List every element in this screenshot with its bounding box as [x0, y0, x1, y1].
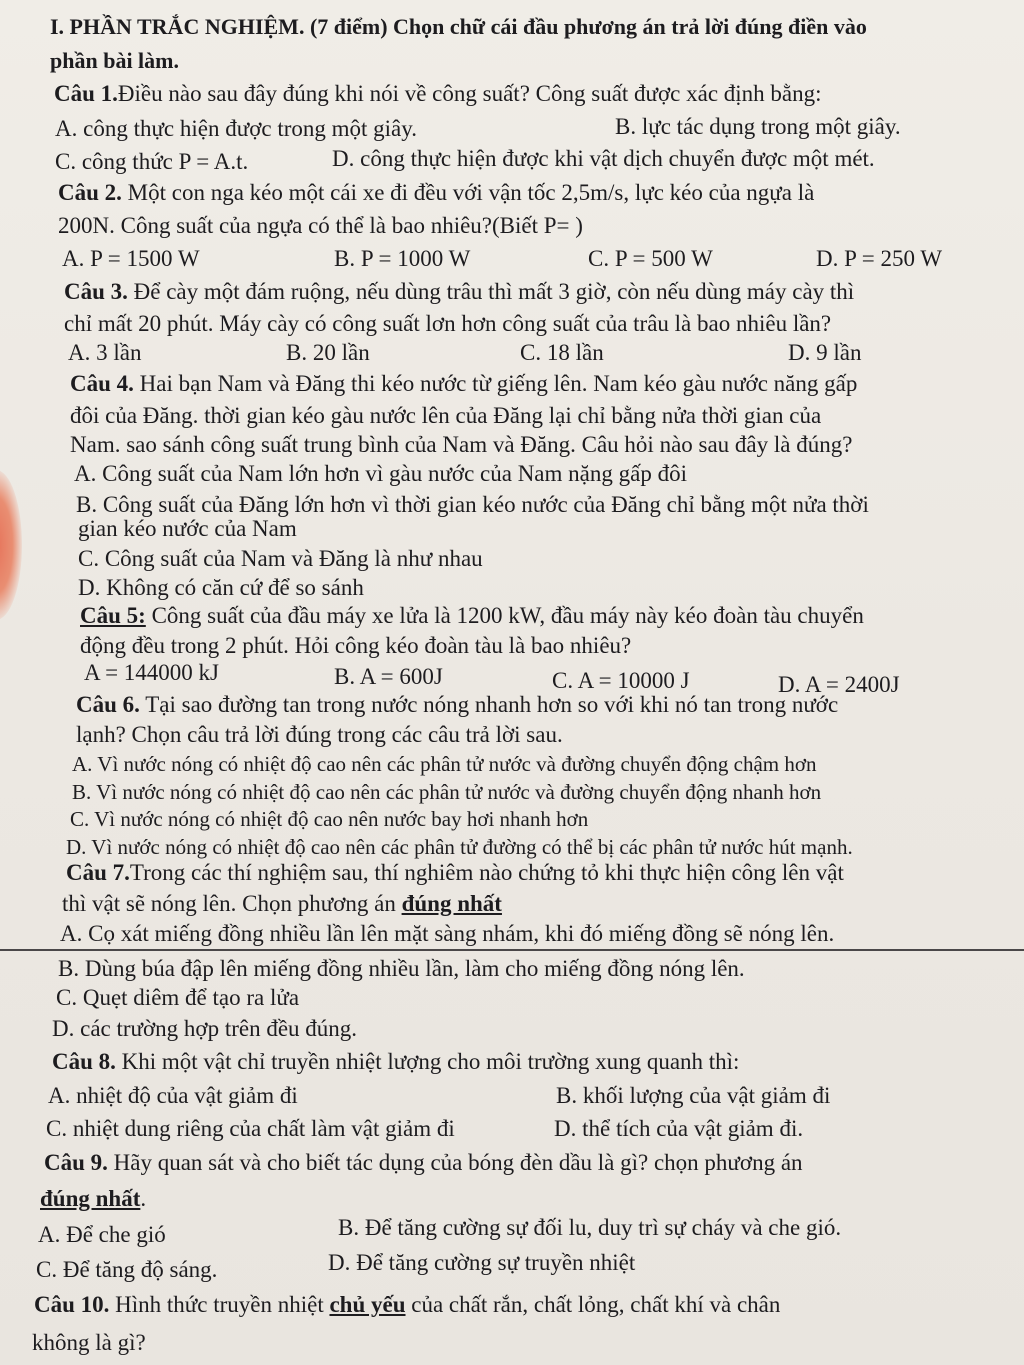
question-7 [66, 860, 844, 886]
q2-option-b: B. P = 1000 W [334, 246, 471, 271]
q9-option-a: A. Để che gió [38, 1222, 166, 1247]
section-heading: I. PHẦN TRẮC NGHIỆM. (7 điểm) Chọn chữ cái đầu phương án trả lời đúng điền vào [50, 14, 867, 39]
question-text: Tại sao đường tan trong nước nóng nhanh hơn so với khi nó tan trong nước [145, 692, 839, 717]
question-4-cont-1: đôi của Đăng. thời gian kéo gàu nước lên của Đăng lại chỉ bằng nửa thời gian của [70, 403, 822, 428]
question-text: . [140, 1186, 147, 1211]
emphasis-text: chủ yếu [329, 1292, 406, 1317]
q3-option-c: C. 18 lần [520, 340, 604, 365]
q6-option-d: D. Vì nước nóng có nhiệt độ cao nên các phân tử đường có thể bị các phân tử nước hút mạnh. [66, 835, 853, 859]
q7-option-a: A. Cọ xát miếng đồng nhiều lần lên mặt sàng nhám, khi đó miếng đồng sẽ nóng lên. [60, 921, 835, 946]
q5-option-b: B. A = 600J [334, 664, 443, 689]
question-label: Câu 2. [58, 180, 122, 205]
q9-option-c: C. Để tăng độ sáng. [36, 1257, 218, 1282]
q2-option-d: D. P = 250 W [816, 246, 943, 271]
question-text: Trong các thí nghiệm sau, thí nghiêm nào chứng tỏ khi thực hiện công lên vật [129, 860, 844, 885]
question-2 [58, 180, 814, 206]
q1-option-d: D. công thực hiện được khi vật dịch chuyển được một mét. [332, 146, 875, 171]
q6-option-b: B. Vì nước nóng có nhiệt độ cao nên các phân tử nước và đường chuyển động nhanh hơn [72, 780, 822, 804]
q5-option-c: C. A = 10000 J [552, 668, 690, 693]
q8-option-d: D. thể tích của vật giảm đi. [554, 1116, 804, 1141]
q4-option-c: C. Công suất của Nam và Đăng là như nhau [78, 546, 483, 571]
question-2-cont: 200N. Công suất của ngựa có thể là bao nhiêu?(Biết P= ) [58, 213, 583, 238]
question-text: Một con nga kéo một cái xe đi đều với vận tốc 2,5m/s, lực kéo của ngựa là [127, 180, 815, 205]
fold-line [0, 949, 1024, 951]
question-text: thì vật sẽ nóng lên. Chọn phương án [62, 891, 402, 916]
question-10 [34, 1292, 780, 1318]
question-6-cont: lạnh? Chọn câu trả lời đúng trong các câu trả lời sau. [76, 722, 563, 747]
q2-option-c: C. P = 500 W [588, 246, 713, 271]
q1-option-c: C. công thức P = A.t. [55, 149, 249, 174]
question-3-cont: chỉ mất 20 phút. Máy cày có công suất lơn hơn công suất của trâu là bao nhiêu lần? [64, 311, 832, 336]
question-label: Câu 1. [54, 81, 118, 106]
q7-option-d: D. các trường hợp trên đều đúng. [52, 1016, 358, 1041]
q2-option-a: A. P = 1500 W [62, 246, 200, 271]
q1-option-b: B. lực tác dụng trong một giây. [615, 114, 901, 139]
question-9 [44, 1150, 803, 1176]
question-text: Công suất của đầu máy xe lửa là 1200 kW, đầu máy này kéo đoàn tàu chuyển [151, 603, 864, 628]
question-4 [70, 371, 857, 397]
question-5-cont: động đều trong 2 phút. Hỏi công kéo đoàn tàu là bao nhiêu? [80, 633, 632, 658]
q1-option-a: A. công thực hiện được trong một giây. [55, 116, 418, 141]
question-text: Hình thức truyền nhiệt [115, 1292, 330, 1317]
question-text: của chất rắn, chất lỏng, chất khí và chân [405, 1292, 781, 1317]
q7-option-c: C. Quẹt diêm để tạo ra lửa [56, 985, 300, 1010]
q8-option-c: C. nhiệt dung riêng của chất làm vật giảm đi [46, 1116, 455, 1141]
question-text: Hãy quan sát và cho biết tác dụng của bóng đèn dầu là gì? chọn phương án [113, 1150, 803, 1175]
question-label: Câu 10. [34, 1292, 110, 1317]
question-4-cont-2: Nam. sao sánh công suất trung bình của Nam và Đăng. Câu hỏi nào sau đây là đúng? [70, 432, 853, 457]
q3-option-b: B. 20 lần [286, 340, 370, 365]
emphasis-text: đúng nhất [401, 891, 502, 916]
q8-option-b: B. khối lượng của vật giảm đi [556, 1083, 831, 1108]
q4-option-b: B. Công suất của Đăng lớn hơn vì thời gian kéo nước của Đăng chỉ bằng một nửa thời [76, 492, 869, 517]
question-label: Câu 7. [66, 860, 130, 885]
question-3 [64, 279, 854, 305]
q9-option-d: D. Để tăng cường sự truyền nhiệt [328, 1250, 636, 1275]
question-9-cont [40, 1186, 146, 1212]
question-label: Câu 9. [44, 1150, 108, 1175]
question-label: Câu 5: [80, 603, 146, 628]
q6-option-c: C. Vì nước nóng có nhiệt độ cao nên nước bay hơi nhanh hơn [70, 807, 589, 831]
q4-option-b-cont: gian kéo nước của Nam [78, 516, 297, 541]
q9-option-b: B. Để tăng cường sự đối lu, duy trì sự cháy và che gió. [338, 1215, 842, 1240]
q5-option-a: A = 144000 kJ [84, 660, 220, 685]
question-5 [80, 603, 864, 629]
q3-option-a: A. 3 lần [68, 340, 142, 365]
q4-option-d: D. Không có căn cứ để so sánh [78, 575, 364, 600]
question-7-cont [62, 891, 502, 917]
question-label: Câu 3. [64, 279, 128, 304]
q6-option-a: A. Vì nước nóng có nhiệt độ cao nên các phân tử nước và đường chuyển động chậm hơn [72, 752, 817, 776]
question-1 [54, 81, 822, 107]
question-10-cont: không là gì? [32, 1330, 146, 1355]
question-text: Điều nào sau đây đúng khi nói về công suất? Công suất được xác định bằng: [117, 81, 822, 106]
q5-option-d: D. A = 2400J [778, 672, 900, 697]
q4-option-a: A. Công suất của Nam lớn hơn vì gàu nước của Nam nặng gấp đôi [74, 461, 687, 486]
finger-shadow [0, 470, 22, 620]
question-label: Câu 6. [76, 692, 140, 717]
question-text: Để cày một đám ruộng, nếu dùng trâu thì mất 3 giờ, còn nếu dùng máy cày thì [133, 279, 855, 304]
question-text: Khi một vật chỉ truyền nhiệt lượng cho môi trường xung quanh thì: [121, 1049, 740, 1074]
q7-option-b: B. Dùng búa đập lên miếng đồng nhiều lần, làm cho miếng đồng nóng lên. [58, 956, 745, 981]
question-label: Câu 8. [52, 1049, 116, 1074]
q8-option-a: A. nhiệt độ của vật giảm đi [48, 1083, 298, 1108]
question-8 [52, 1049, 739, 1075]
question-label: Câu 4. [70, 371, 134, 396]
emphasis-text: đúng nhất [40, 1186, 141, 1211]
question-6 [76, 692, 838, 718]
q3-option-d: D. 9 lần [788, 340, 862, 365]
section-heading-cont: phần bài làm. [50, 48, 179, 73]
question-text: Hai bạn Nam và Đăng thi kéo nước từ giếng lên. Nam kéo gàu nước năng gấp [139, 371, 858, 396]
